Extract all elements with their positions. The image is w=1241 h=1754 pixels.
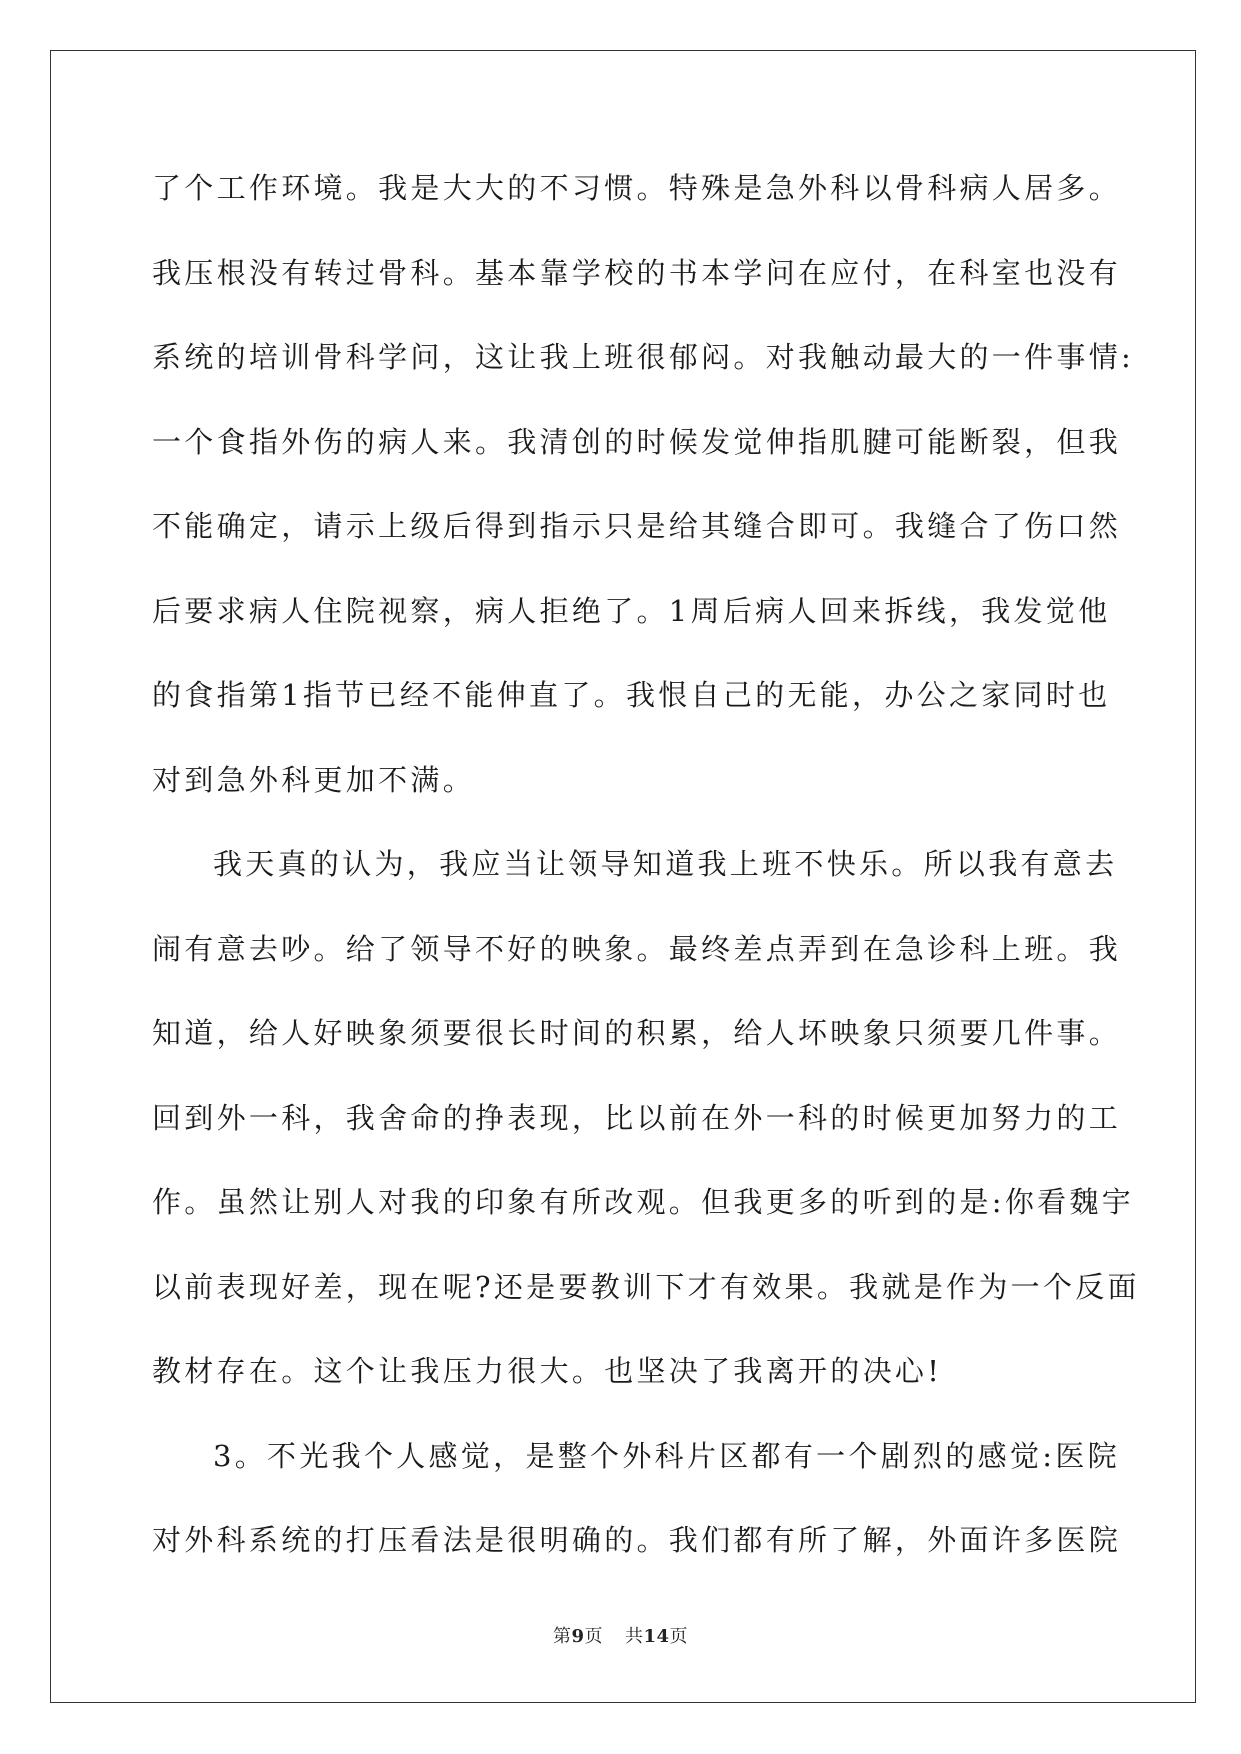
paragraph-start-line: 我天真的认为，我应当让领导知道我上班不快乐。所以我有意去 bbox=[213, 847, 1118, 881]
text-line: 不能确定，请示上级后得到指示只是给其缝合即可。我缝合了伤口然 bbox=[152, 509, 1122, 543]
text-line: 知道，给人好映象须要很长时间的积累，给人坏映象只须要几件事。 bbox=[152, 1016, 1122, 1050]
page-number: 9 bbox=[571, 1626, 585, 1647]
text-line: 系统的培训骨科学问，这让我上班很郁闷。对我触动最大的一件事情: bbox=[152, 340, 1135, 374]
document-body bbox=[152, 146, 1140, 1583]
text-line: 教材存在。这个让我压力很大。也坚决了我离开的决心! bbox=[152, 1354, 943, 1388]
total-prefix: 共 bbox=[624, 1626, 644, 1647]
text-line: 一个食指外伤的病人来。我清创的时候发觉伸指肌腱可能断裂，但我 bbox=[152, 424, 1122, 459]
page-footer bbox=[0, 1622, 1241, 1648]
text-line: 对到急外科更加不满。 bbox=[152, 762, 476, 797]
paragraph-start-line: 3。不光我个人感觉，是整个外科片区都有一个剧烈的感觉:医院 bbox=[213, 1438, 1120, 1473]
text-line: 的食指第1指节已经不能伸直了。我恨自己的无能，办公之家同时也 bbox=[152, 678, 1111, 712]
text-line: 闹有意去吵。给了领导不好的映象。最终差点弄到在急诊科上班。我 bbox=[152, 931, 1122, 966]
text-line: 以前表现好差，现在呢?还是要教训下才有效果。我就是作为一个反面 bbox=[152, 1269, 1140, 1304]
text-line: 回到外一科，我舍命的挣表现，比以前在外一科的时候更加努力的工 bbox=[152, 1100, 1122, 1135]
page-suffix: 页 bbox=[584, 1626, 603, 1647]
text-line: 对外科系统的打压看法是很明确的。我们都有所了解，外面许多医院 bbox=[152, 1523, 1122, 1557]
total-pages: 14 bbox=[643, 1626, 670, 1647]
text-line: 我压根没有转过骨科。基本靠学校的书本学问在应付，在科室也没有 bbox=[152, 255, 1122, 290]
text-line: 后要求病人住院视察，病人拒绝了。1周后病人回来拆线，我发觉他 bbox=[152, 593, 1111, 628]
text-line: 了个工作环境。我是大大的不习惯。特殊是急外科以骨科病人居多。 bbox=[152, 171, 1122, 205]
text-line: 作。虽然让别人对我的印象有所改观。但我更多的听到的是:你看魏宇 bbox=[152, 1185, 1135, 1219]
total-suffix: 页 bbox=[669, 1626, 689, 1647]
page-prefix: 第 bbox=[552, 1626, 572, 1647]
